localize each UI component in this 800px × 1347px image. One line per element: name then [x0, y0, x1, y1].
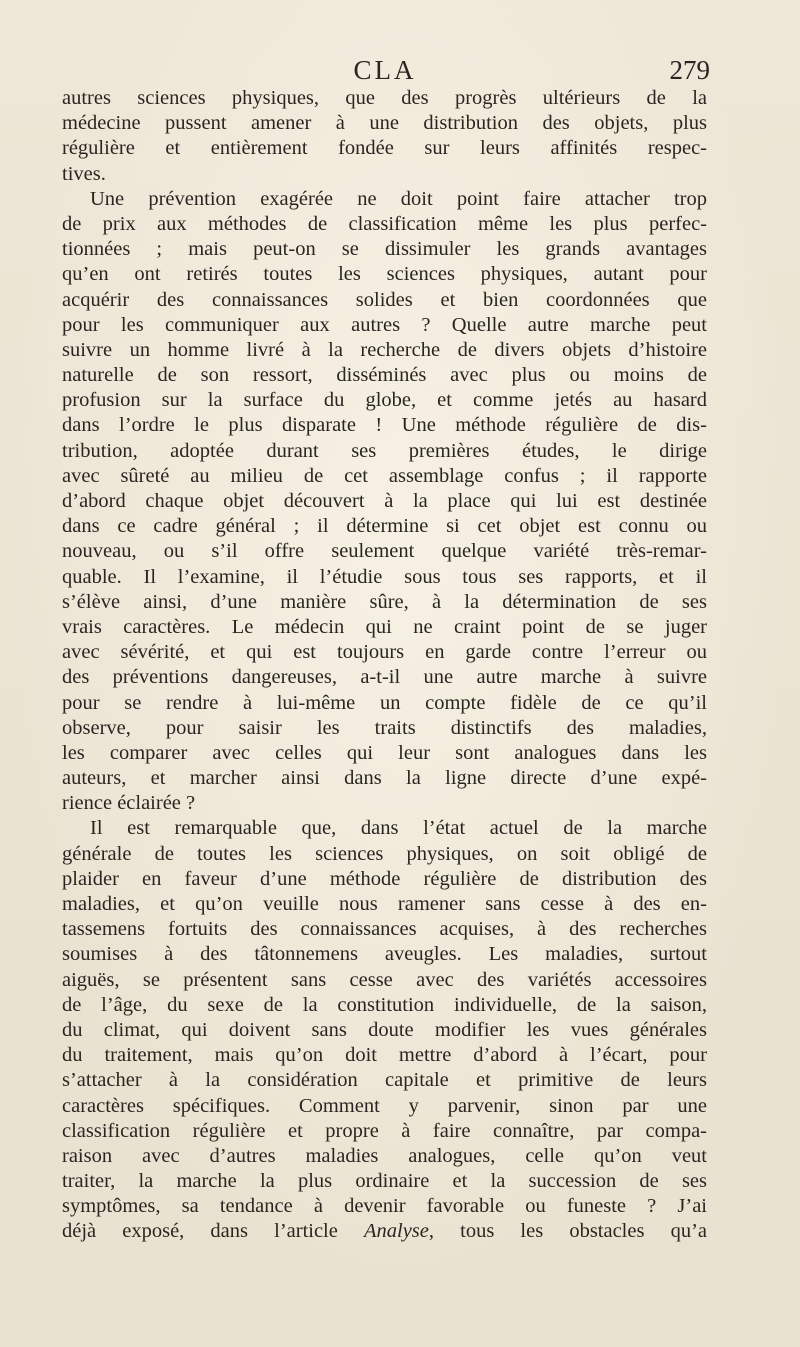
text-line: qu’en ont retirés toutes les sciences physiques, autant pour [62, 263, 707, 286]
running-title: CLA [353, 55, 417, 85]
text-line: du climat, qui doivent sans doute modifier les vues générales [62, 1018, 707, 1041]
text-line: classification régulière et propre à faire connaître, par compa- [62, 1119, 707, 1142]
text-line: suivre un homme livré à la recherche de divers objets d’histoire [62, 338, 707, 361]
text-line: s’attacher à la considération capitale et primitive de leurs [62, 1069, 707, 1092]
text-line: médecine pussent amener à une distribution des objets, plus [62, 112, 707, 135]
text-line: de l’âge, du sexe de la constitution individuelle, de la saison, [62, 993, 707, 1016]
page-number: 279 [669, 55, 710, 85]
text-line-final [62, 1219, 707, 1244]
text-line: pour les communiquer aux autres ? Quelle autre marche peut [62, 313, 707, 336]
text-line: raison avec d’autres maladies analogues, celle qu’on veut [62, 1144, 707, 1167]
text-line: tives. [62, 162, 106, 185]
text-fragment: , tous les obstacles qu’a [428, 1220, 707, 1243]
text-line: quable. Il l’examine, il l’étudie sous tous ses rapports, et il [62, 565, 707, 588]
text-line: auteurs, et marcher ainsi dans la ligne directe d’une expé- [62, 767, 707, 790]
text-line: aiguës, se présentent sans cesse avec des variétés accessoires [62, 968, 707, 991]
text-line: caractères spécifiques. Comment y parvenir, sinon par une [62, 1094, 707, 1117]
text-line: traiter, la marche la plus ordinaire et la succession de ses [62, 1170, 707, 1193]
text-line: plaider en faveur d’une méthode régulière de distribution des [62, 867, 707, 890]
text-line: avec sévérité, et qui est toujours en garde contre l’erreur ou [62, 641, 707, 664]
text-line: tassemens fortuits des connaissances acquises, à des recherches [62, 918, 707, 941]
text-line: dans ce cadre général ; il détermine si cet objet est connu ou [62, 515, 707, 538]
text-line: rience éclairée ? [62, 792, 196, 815]
text-line: Il est remarquable que, dans l’état actuel de la marche [90, 817, 707, 840]
page-header [60, 52, 710, 88]
text-line: profusion sur la surface du globe, et comme jetés au hasard [62, 389, 707, 412]
text-line: les comparer avec celles qui leur sont analogues dans les [62, 741, 707, 764]
text-line: naturelle de son ressort, disséminés avec plus ou moins de [62, 364, 707, 387]
text-line: nouveau, ou s’il offre seulement quelque variété très-remar- [62, 540, 707, 563]
text-line: s’élève ainsi, d’une manière sûre, à la détermination de ses [62, 590, 707, 613]
text-line: symptômes, sa tendance à devenir favorable ou funeste ? J’ai [62, 1195, 707, 1218]
text-line: d’abord chaque objet découvert à la place qui lui est destinée [62, 490, 707, 512]
text-line: tribution, adoptée durant ses premières études, le dirige [62, 439, 707, 462]
text-line: autres sciences physiques, que des progrès ultérieurs de la [62, 87, 707, 109]
text-line: vrais caractères. Le médecin qui ne craint point de se juger [62, 615, 707, 638]
text-line: dans l’ordre le plus disparate ! Une méthode régulière de dis- [62, 414, 707, 437]
body-text [62, 86, 707, 1245]
text-line: maladies, et qu’on veuille nous ramener sans cesse à des en- [62, 893, 707, 915]
text-line: de prix aux méthodes de classification même les plus perfec- [62, 212, 707, 235]
text-line: tionnées ; mais peut-on se dissimuler les grands avantages [62, 238, 707, 261]
text-fragment: déjà exposé, dans l’article [62, 1220, 364, 1243]
text-line: pour se rendre à lui-même un compte fidèle de ce qu’il [62, 691, 707, 714]
text-line: observe, pour saisir les traits distinctifs des maladies, [62, 716, 707, 739]
text-line: des préventions dangereuses, a-t-il une autre marche à suivre [62, 666, 707, 689]
article-reference-analyse: Analyse [363, 1220, 429, 1243]
text-line: du traitement, mais qu’on doit mettre d’abord à l’écart, pour [62, 1044, 707, 1067]
text-line: Une prévention exagérée ne doit point faire attacher trop [90, 187, 707, 210]
text-line: avec sûreté au milieu de cet assemblage confus ; il rapporte [62, 464, 707, 487]
text-line: générale de toutes les sciences physiques, on soit obligé de [62, 842, 707, 865]
text-line: soumises à des tâtonnemens aveugles. Les maladies, surtout [62, 943, 707, 966]
text-line: acquérir des connaissances solides et bien coordonnées que [62, 288, 707, 311]
text-line: régulière et entièrement fondée sur leurs affinités respec- [62, 137, 707, 160]
